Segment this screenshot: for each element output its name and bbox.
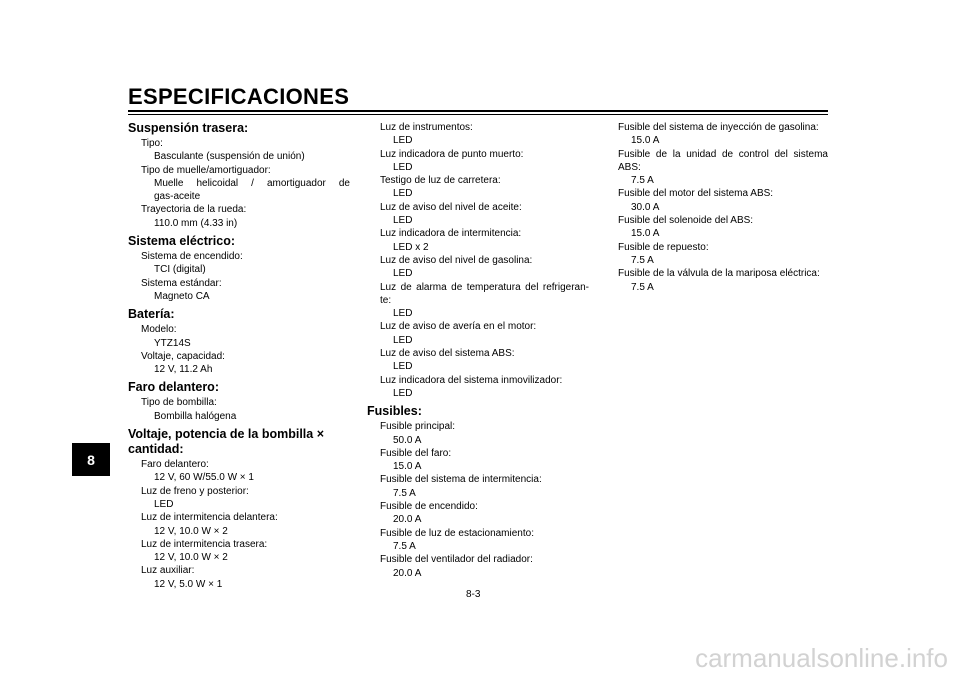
spec-value: 15.0 A <box>393 461 422 473</box>
spec-label: Fusible del faro: <box>380 447 452 459</box>
spec-label: Luz indicadora del sistema inmovilizador: <box>380 374 563 386</box>
spec-value: 7.5 A <box>631 175 654 187</box>
section-heading-bateria: Batería: <box>128 307 175 322</box>
section-heading-voltaje: Voltaje, potencia de la bombilla × <box>128 427 324 442</box>
spec-label: Modelo: <box>141 324 177 336</box>
spec-label: Tipo: <box>141 138 163 149</box>
spec-label: Fusible de luz de estacionamiento: <box>380 527 534 539</box>
spec-value: gas-aceite <box>154 191 201 203</box>
spec-value: LED x 2 <box>393 241 429 253</box>
spec-label: Luz de aviso del nivel de gasolina: <box>380 254 533 266</box>
spec-value: YTZ14S <box>154 337 191 349</box>
column-1 <box>128 121 350 591</box>
spec-label: Fusible de la unidad de control del sistema <box>618 148 828 160</box>
spec-label: Fusible del motor del sistema ABS: <box>618 188 774 200</box>
spec-label: Fusible del ventilador del radiador: <box>380 554 533 566</box>
section-heading-electrico: Sistema eléctrico: <box>128 234 235 249</box>
page-number: 8-3 <box>466 589 481 600</box>
spec-value: 110.0 mm (4.33 in) <box>154 217 238 229</box>
column-2 <box>367 121 589 580</box>
spec-label: Voltaje, capacidad: <box>141 350 225 362</box>
spec-label: Tipo de bombilla: <box>141 397 217 409</box>
section-heading-voltaje-2: cantidad: <box>128 442 184 457</box>
spec-value: LED <box>393 361 413 373</box>
spec-value: LED <box>393 308 413 320</box>
spec-label: Faro delantero: <box>141 459 209 471</box>
chapter-tab: 8 <box>72 443 110 476</box>
spec-value: LED <box>154 498 174 510</box>
spec-value: 12 V, 5.0 W × 1 <box>154 578 223 590</box>
spec-label: Luz de freno y posterior: <box>141 485 249 497</box>
spec-label: Luz indicadora de punto muerto: <box>380 148 524 160</box>
spec-value: 7.5 A <box>631 254 654 266</box>
spec-value: 7.5 A <box>631 281 654 293</box>
spec-label: Testigo de luz de carretera: <box>380 175 501 187</box>
spec-label: Luz indicadora de intermitencia: <box>380 228 522 240</box>
spec-label: Luz de intermitencia delantera: <box>141 512 278 524</box>
spec-value: LED <box>393 161 413 173</box>
spec-label: Sistema estándar: <box>141 277 222 289</box>
spec-value: 12 V, 60 W/55.0 W × 1 <box>154 472 254 484</box>
spec-label: Sistema de encendido: <box>141 251 243 263</box>
spec-value: 20.0 A <box>393 567 422 579</box>
spec-label: Luz de aviso del sistema ABS: <box>380 348 515 360</box>
spec-value: LED <box>393 268 413 280</box>
spec-label: Trayectoria de la rueda: <box>141 204 247 216</box>
spec-label: Fusible de la válvula de la mariposa eléctrica: <box>618 268 820 280</box>
spec-label: Luz de instrumentos: <box>380 122 473 133</box>
spec-value: Muelle helicoidal / amortiguador de <box>154 177 350 189</box>
spec-label: Luz de aviso del nivel de aceite: <box>380 201 522 213</box>
spec-label: Fusible de encendido: <box>380 501 478 513</box>
spec-label: Luz auxiliar: <box>141 565 195 577</box>
spec-value: 15.0 A <box>631 135 660 147</box>
spec-value: LED <box>393 334 413 346</box>
spec-value: Bombilla halógena <box>154 410 237 422</box>
spec-label: Tipo de muelle/amortiguador: <box>141 164 271 176</box>
spec-value: 12 V, 10.0 W × 2 <box>154 525 228 537</box>
spec-value: LED <box>393 387 413 399</box>
header-rule-thin <box>128 114 828 115</box>
spec-label: Fusible del sistema de inyección de gasolina: <box>618 122 819 133</box>
section-heading-fusibles: Fusibles: <box>367 404 422 419</box>
section-heading-suspension: Suspensión trasera: <box>128 121 249 135</box>
spec-value: TCI (digital) <box>154 264 206 276</box>
spec-label-cont: ABS: <box>618 161 641 173</box>
spec-value: 12 V, 10.0 W × 2 <box>154 552 228 564</box>
spec-label: Luz de aviso de avería en el motor: <box>380 321 537 333</box>
spec-value: Basculante (suspensión de unión) <box>154 151 305 163</box>
spec-value: 15.0 A <box>631 228 660 240</box>
spec-label: Fusible principal: <box>380 421 456 433</box>
spec-value: 7.5 A <box>393 487 416 499</box>
spec-label: Fusible del sistema de intermitencia: <box>380 474 542 486</box>
spec-label: Luz de alarma de temperatura del refrigeran- <box>380 281 589 293</box>
spec-value: LED <box>393 135 413 147</box>
spec-value: LED <box>393 215 413 227</box>
header-rule-thick <box>128 110 828 112</box>
spec-value: 20.0 A <box>393 514 422 526</box>
column-3 <box>618 121 828 294</box>
spec-label-cont: te: <box>380 294 392 306</box>
spec-label: Luz de intermitencia trasera: <box>141 538 268 550</box>
watermark: carmanualsonline.info <box>695 643 948 673</box>
spec-value: Magneto CA <box>154 290 210 302</box>
spec-value: 7.5 A <box>393 540 416 552</box>
spec-value: 12 V, 11.2 Ah <box>154 364 213 376</box>
spec-value: LED <box>393 188 413 200</box>
section-heading-faro: Faro delantero: <box>128 380 219 395</box>
page-title: ESPECIFICACIONES <box>128 84 350 109</box>
spec-value: 30.0 A <box>631 201 660 213</box>
spec-value: 50.0 A <box>393 434 422 446</box>
spec-label: Fusible de repuesto: <box>618 241 709 253</box>
spec-label: Fusible del solenoide del ABS: <box>618 215 754 227</box>
